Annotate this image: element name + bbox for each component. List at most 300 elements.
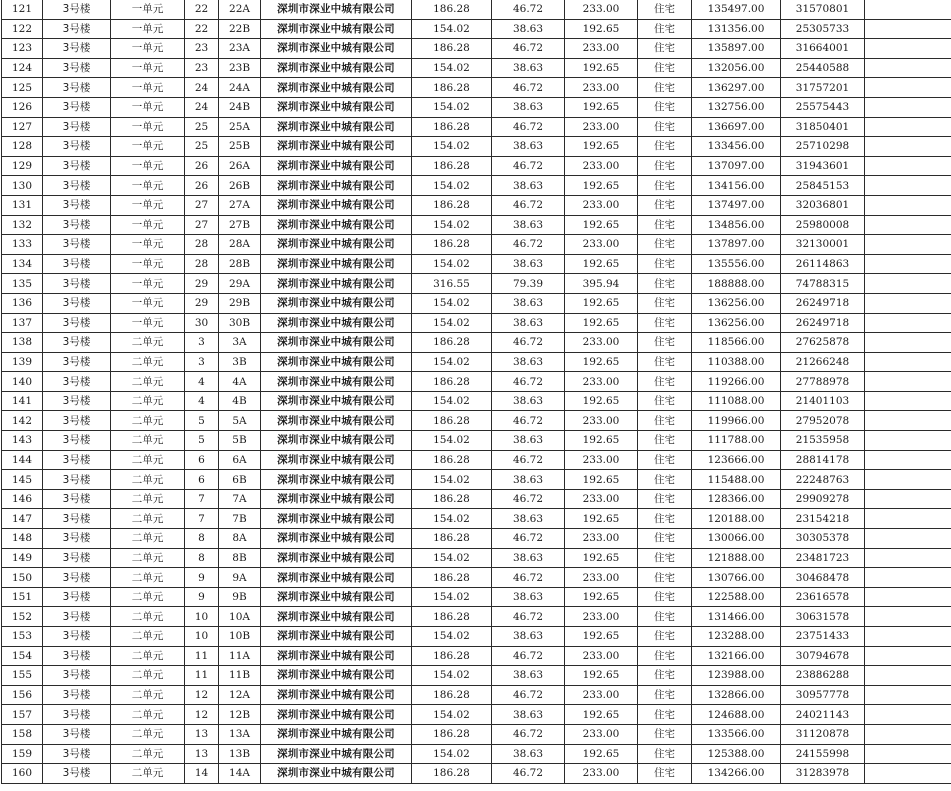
unit-price-cell: 137097.00	[692, 156, 781, 176]
blank-cell	[865, 489, 951, 509]
room-cell: 12A	[219, 685, 261, 705]
blank-cell	[865, 372, 951, 392]
table-row	[2, 450, 951, 470]
row-index-cell: 156	[2, 685, 43, 705]
unit-price-cell: 130066.00	[692, 529, 781, 549]
row-index-cell: 126	[2, 97, 43, 117]
unit-price-cell: 131356.00	[692, 19, 781, 39]
area-internal-cell: 154.02	[412, 627, 492, 647]
room-cell: 25A	[219, 117, 261, 137]
area-shared-cell: 46.72	[492, 646, 565, 666]
unit-price-cell: 121888.00	[692, 548, 781, 568]
area-shared-cell: 38.63	[492, 666, 565, 686]
blank-cell	[865, 293, 951, 313]
owner-company-cell: 深圳市深业中城有限公司	[261, 705, 412, 725]
unit-cell: 一单元	[111, 235, 185, 255]
usage-type-cell: 住宅	[638, 764, 692, 784]
total-price-cell: 21401103	[781, 391, 865, 411]
usage-type-cell: 住宅	[638, 411, 692, 431]
owner-company-cell: 深圳市深业中城有限公司	[261, 509, 412, 529]
area-shared-cell: 46.72	[492, 411, 565, 431]
owner-company-cell: 深圳市深业中城有限公司	[261, 333, 412, 353]
blank-cell	[865, 19, 951, 39]
area-total-cell: 192.65	[565, 705, 638, 725]
room-cell: 9B	[219, 587, 261, 607]
table-row	[2, 509, 951, 529]
building-cell: 3号楼	[43, 58, 111, 78]
area-shared-cell: 38.63	[492, 215, 565, 235]
area-total-cell: 233.00	[565, 646, 638, 666]
room-cell: 7B	[219, 509, 261, 529]
row-index-cell: 153	[2, 627, 43, 647]
blank-cell	[865, 646, 951, 666]
floor-cell: 26	[185, 156, 219, 176]
building-cell: 3号楼	[43, 548, 111, 568]
usage-type-cell: 住宅	[638, 685, 692, 705]
owner-company-cell: 深圳市深业中城有限公司	[261, 176, 412, 196]
unit-cell: 二单元	[111, 646, 185, 666]
total-price-cell: 23481723	[781, 548, 865, 568]
owner-company-cell: 深圳市深业中城有限公司	[261, 391, 412, 411]
floor-cell: 10	[185, 607, 219, 627]
total-price-cell: 27625878	[781, 333, 865, 353]
usage-type-cell: 住宅	[638, 450, 692, 470]
area-shared-cell: 38.63	[492, 293, 565, 313]
building-cell: 3号楼	[43, 685, 111, 705]
area-internal-cell: 186.28	[412, 235, 492, 255]
unit-cell: 一单元	[111, 58, 185, 78]
area-total-cell: 233.00	[565, 235, 638, 255]
total-price-cell: 28814178	[781, 450, 865, 470]
unit-cell: 二单元	[111, 333, 185, 353]
table-row	[2, 587, 951, 607]
area-internal-cell: 186.28	[412, 0, 492, 19]
building-cell: 3号楼	[43, 156, 111, 176]
area-total-cell: 233.00	[565, 156, 638, 176]
blank-cell	[865, 58, 951, 78]
room-cell: 24B	[219, 97, 261, 117]
room-cell: 27A	[219, 195, 261, 215]
room-cell: 22A	[219, 0, 261, 19]
room-cell: 7A	[219, 489, 261, 509]
usage-type-cell: 住宅	[638, 509, 692, 529]
floor-cell: 23	[185, 58, 219, 78]
floor-cell: 22	[185, 19, 219, 39]
blank-cell	[865, 274, 951, 294]
unit-cell: 一单元	[111, 117, 185, 137]
floor-cell: 29	[185, 293, 219, 313]
usage-type-cell: 住宅	[638, 431, 692, 451]
area-total-cell: 192.65	[565, 627, 638, 647]
unit-cell: 一单元	[111, 195, 185, 215]
area-shared-cell: 38.63	[492, 705, 565, 725]
room-cell: 28A	[219, 235, 261, 255]
table-body	[2, 0, 951, 783]
area-shared-cell: 46.72	[492, 489, 565, 509]
area-internal-cell: 154.02	[412, 254, 492, 274]
blank-cell	[865, 215, 951, 235]
unit-cell: 一单元	[111, 176, 185, 196]
owner-company-cell: 深圳市深业中城有限公司	[261, 254, 412, 274]
unit-price-cell: 111088.00	[692, 391, 781, 411]
blank-cell	[865, 137, 951, 157]
room-cell: 29B	[219, 293, 261, 313]
blank-cell	[865, 627, 951, 647]
area-internal-cell: 154.02	[412, 666, 492, 686]
owner-company-cell: 深圳市深业中城有限公司	[261, 117, 412, 137]
area-internal-cell: 154.02	[412, 744, 492, 764]
building-cell: 3号楼	[43, 176, 111, 196]
usage-type-cell: 住宅	[638, 568, 692, 588]
blank-cell	[865, 666, 951, 686]
table-row	[2, 195, 951, 215]
building-cell: 3号楼	[43, 254, 111, 274]
blank-cell	[865, 0, 951, 19]
unit-price-cell: 134156.00	[692, 176, 781, 196]
building-cell: 3号楼	[43, 215, 111, 235]
total-price-cell: 22248763	[781, 470, 865, 490]
owner-company-cell: 深圳市深业中城有限公司	[261, 97, 412, 117]
area-internal-cell: 154.02	[412, 215, 492, 235]
unit-cell: 二单元	[111, 685, 185, 705]
table-row	[2, 529, 951, 549]
unit-price-cell: 132756.00	[692, 97, 781, 117]
total-price-cell: 21535958	[781, 431, 865, 451]
building-cell: 3号楼	[43, 764, 111, 784]
area-total-cell: 233.00	[565, 333, 638, 353]
floor-cell: 12	[185, 685, 219, 705]
area-internal-cell: 186.28	[412, 333, 492, 353]
row-index-cell: 137	[2, 313, 43, 333]
floor-cell: 13	[185, 724, 219, 744]
total-price-cell: 24021143	[781, 705, 865, 725]
area-shared-cell: 46.72	[492, 0, 565, 19]
table-row	[2, 176, 951, 196]
owner-company-cell: 深圳市深业中城有限公司	[261, 724, 412, 744]
row-index-cell: 127	[2, 117, 43, 137]
area-total-cell: 192.65	[565, 313, 638, 333]
unit-cell: 二单元	[111, 627, 185, 647]
owner-company-cell: 深圳市深业中城有限公司	[261, 19, 412, 39]
area-shared-cell: 38.63	[492, 431, 565, 451]
total-price-cell: 31943601	[781, 156, 865, 176]
row-index-cell: 149	[2, 548, 43, 568]
blank-cell	[865, 470, 951, 490]
owner-company-cell: 深圳市深业中城有限公司	[261, 215, 412, 235]
usage-type-cell: 住宅	[638, 156, 692, 176]
area-total-cell: 192.65	[565, 254, 638, 274]
area-total-cell: 192.65	[565, 19, 638, 39]
area-internal-cell: 186.28	[412, 156, 492, 176]
area-total-cell: 233.00	[565, 195, 638, 215]
area-shared-cell: 38.63	[492, 313, 565, 333]
row-index-cell: 125	[2, 78, 43, 98]
table-row	[2, 489, 951, 509]
area-internal-cell: 186.28	[412, 450, 492, 470]
blank-cell	[865, 607, 951, 627]
room-cell: 11B	[219, 666, 261, 686]
area-shared-cell: 38.63	[492, 587, 565, 607]
usage-type-cell: 住宅	[638, 274, 692, 294]
area-shared-cell: 38.63	[492, 470, 565, 490]
usage-type-cell: 住宅	[638, 97, 692, 117]
owner-company-cell: 深圳市深业中城有限公司	[261, 470, 412, 490]
usage-type-cell: 住宅	[638, 137, 692, 157]
area-internal-cell: 154.02	[412, 19, 492, 39]
total-price-cell: 29909278	[781, 489, 865, 509]
building-cell: 3号楼	[43, 293, 111, 313]
unit-price-cell: 131466.00	[692, 607, 781, 627]
unit-cell: 二单元	[111, 509, 185, 529]
unit-cell: 一单元	[111, 156, 185, 176]
area-total-cell: 192.65	[565, 744, 638, 764]
row-index-cell: 146	[2, 489, 43, 509]
area-total-cell: 192.65	[565, 215, 638, 235]
table-row	[2, 685, 951, 705]
unit-cell: 二单元	[111, 470, 185, 490]
unit-cell: 二单元	[111, 666, 185, 686]
building-cell: 3号楼	[43, 39, 111, 59]
row-index-cell: 151	[2, 587, 43, 607]
area-internal-cell: 186.28	[412, 607, 492, 627]
owner-company-cell: 深圳市深业中城有限公司	[261, 293, 412, 313]
area-shared-cell: 46.72	[492, 764, 565, 784]
usage-type-cell: 住宅	[638, 744, 692, 764]
table-row	[2, 666, 951, 686]
floor-cell: 6	[185, 450, 219, 470]
owner-company-cell: 深圳市深业中城有限公司	[261, 607, 412, 627]
floor-cell: 8	[185, 548, 219, 568]
area-shared-cell: 46.72	[492, 607, 565, 627]
unit-cell: 二单元	[111, 744, 185, 764]
blank-cell	[865, 195, 951, 215]
room-cell: 10B	[219, 627, 261, 647]
floor-cell: 25	[185, 117, 219, 137]
table-row	[2, 431, 951, 451]
unit-price-cell: 132056.00	[692, 58, 781, 78]
building-cell: 3号楼	[43, 274, 111, 294]
unit-cell: 一单元	[111, 274, 185, 294]
area-shared-cell: 38.63	[492, 391, 565, 411]
building-cell: 3号楼	[43, 0, 111, 19]
area-shared-cell: 38.63	[492, 58, 565, 78]
unit-price-cell: 133456.00	[692, 137, 781, 157]
owner-company-cell: 深圳市深业中城有限公司	[261, 156, 412, 176]
unit-price-cell: 136256.00	[692, 293, 781, 313]
area-internal-cell: 154.02	[412, 137, 492, 157]
blank-cell	[865, 744, 951, 764]
area-internal-cell: 154.02	[412, 176, 492, 196]
total-price-cell: 26249718	[781, 293, 865, 313]
owner-company-cell: 深圳市深业中城有限公司	[261, 274, 412, 294]
floor-cell: 5	[185, 411, 219, 431]
building-cell: 3号楼	[43, 744, 111, 764]
usage-type-cell: 住宅	[638, 627, 692, 647]
blank-cell	[865, 724, 951, 744]
area-internal-cell: 154.02	[412, 293, 492, 313]
area-shared-cell: 38.63	[492, 744, 565, 764]
area-total-cell: 233.00	[565, 724, 638, 744]
owner-company-cell: 深圳市深业中城有限公司	[261, 411, 412, 431]
blank-cell	[865, 529, 951, 549]
row-index-cell: 132	[2, 215, 43, 235]
table-row	[2, 627, 951, 647]
floor-cell: 9	[185, 568, 219, 588]
area-total-cell: 233.00	[565, 450, 638, 470]
usage-type-cell: 住宅	[638, 313, 692, 333]
table-row	[2, 78, 951, 98]
table-row	[2, 646, 951, 666]
area-shared-cell: 38.63	[492, 19, 565, 39]
blank-cell	[865, 117, 951, 137]
table-row	[2, 293, 951, 313]
total-price-cell: 31664001	[781, 39, 865, 59]
building-cell: 3号楼	[43, 705, 111, 725]
owner-company-cell: 深圳市深业中城有限公司	[261, 548, 412, 568]
room-cell: 23A	[219, 39, 261, 59]
property-table	[1, 0, 951, 784]
blank-cell	[865, 97, 951, 117]
floor-cell: 30	[185, 313, 219, 333]
unit-price-cell: 137897.00	[692, 235, 781, 255]
row-index-cell: 138	[2, 333, 43, 353]
table-row	[2, 254, 951, 274]
owner-company-cell: 深圳市深业中城有限公司	[261, 137, 412, 157]
row-index-cell: 140	[2, 372, 43, 392]
row-index-cell: 135	[2, 274, 43, 294]
room-cell: 29A	[219, 274, 261, 294]
blank-cell	[865, 548, 951, 568]
total-price-cell: 24155998	[781, 744, 865, 764]
room-cell: 4B	[219, 391, 261, 411]
area-shared-cell: 46.72	[492, 235, 565, 255]
area-internal-cell: 186.28	[412, 724, 492, 744]
room-cell: 27B	[219, 215, 261, 235]
unit-cell: 二单元	[111, 568, 185, 588]
total-price-cell: 31283978	[781, 764, 865, 784]
total-price-cell: 25575443	[781, 97, 865, 117]
area-shared-cell: 46.72	[492, 117, 565, 137]
area-shared-cell: 46.72	[492, 333, 565, 353]
unit-price-cell: 136697.00	[692, 117, 781, 137]
blank-cell	[865, 333, 951, 353]
table-row	[2, 19, 951, 39]
building-cell: 3号楼	[43, 627, 111, 647]
area-shared-cell: 46.72	[492, 372, 565, 392]
unit-cell: 一单元	[111, 254, 185, 274]
building-cell: 3号楼	[43, 666, 111, 686]
building-cell: 3号楼	[43, 117, 111, 137]
total-price-cell: 25710298	[781, 137, 865, 157]
room-cell: 5A	[219, 411, 261, 431]
total-price-cell: 23886288	[781, 666, 865, 686]
blank-cell	[865, 568, 951, 588]
row-index-cell: 134	[2, 254, 43, 274]
blank-cell	[865, 705, 951, 725]
building-cell: 3号楼	[43, 450, 111, 470]
area-total-cell: 192.65	[565, 431, 638, 451]
usage-type-cell: 住宅	[638, 254, 692, 274]
row-index-cell: 160	[2, 764, 43, 784]
unit-cell: 二单元	[111, 705, 185, 725]
area-internal-cell: 154.02	[412, 470, 492, 490]
owner-company-cell: 深圳市深业中城有限公司	[261, 529, 412, 549]
room-cell: 13A	[219, 724, 261, 744]
room-cell: 9A	[219, 568, 261, 588]
area-shared-cell: 38.63	[492, 137, 565, 157]
area-total-cell: 233.00	[565, 411, 638, 431]
area-internal-cell: 186.28	[412, 411, 492, 431]
unit-cell: 二单元	[111, 548, 185, 568]
floor-cell: 28	[185, 235, 219, 255]
owner-company-cell: 深圳市深业中城有限公司	[261, 666, 412, 686]
room-cell: 28B	[219, 254, 261, 274]
usage-type-cell: 住宅	[638, 58, 692, 78]
usage-type-cell: 住宅	[638, 548, 692, 568]
row-index-cell: 124	[2, 58, 43, 78]
unit-price-cell: 115488.00	[692, 470, 781, 490]
total-price-cell: 74788315	[781, 274, 865, 294]
room-cell: 13B	[219, 744, 261, 764]
building-cell: 3号楼	[43, 607, 111, 627]
room-cell: 24A	[219, 78, 261, 98]
unit-price-cell: 110388.00	[692, 352, 781, 372]
unit-price-cell: 120188.00	[692, 509, 781, 529]
owner-company-cell: 深圳市深业中城有限公司	[261, 627, 412, 647]
building-cell: 3号楼	[43, 137, 111, 157]
building-cell: 3号楼	[43, 78, 111, 98]
row-index-cell: 158	[2, 724, 43, 744]
area-shared-cell: 46.72	[492, 685, 565, 705]
blank-cell	[865, 352, 951, 372]
building-cell: 3号楼	[43, 724, 111, 744]
total-price-cell: 23751433	[781, 627, 865, 647]
row-index-cell: 139	[2, 352, 43, 372]
total-price-cell: 25845153	[781, 176, 865, 196]
total-price-cell: 30468478	[781, 568, 865, 588]
area-internal-cell: 186.28	[412, 489, 492, 509]
area-total-cell: 192.65	[565, 509, 638, 529]
blank-cell	[865, 450, 951, 470]
unit-price-cell: 134856.00	[692, 215, 781, 235]
floor-cell: 11	[185, 646, 219, 666]
area-total-cell: 192.65	[565, 176, 638, 196]
row-index-cell: 133	[2, 235, 43, 255]
room-cell: 5B	[219, 431, 261, 451]
area-total-cell: 233.00	[565, 529, 638, 549]
floor-cell: 24	[185, 97, 219, 117]
usage-type-cell: 住宅	[638, 646, 692, 666]
area-internal-cell: 154.02	[412, 431, 492, 451]
total-price-cell: 30957778	[781, 685, 865, 705]
total-price-cell: 25440588	[781, 58, 865, 78]
total-price-cell: 25980008	[781, 215, 865, 235]
owner-company-cell: 深圳市深业中城有限公司	[261, 764, 412, 784]
total-price-cell: 26249718	[781, 313, 865, 333]
usage-type-cell: 住宅	[638, 372, 692, 392]
room-cell: 30B	[219, 313, 261, 333]
building-cell: 3号楼	[43, 19, 111, 39]
owner-company-cell: 深圳市深业中城有限公司	[261, 646, 412, 666]
owner-company-cell: 深圳市深业中城有限公司	[261, 450, 412, 470]
area-internal-cell: 154.02	[412, 58, 492, 78]
table-row	[2, 548, 951, 568]
unit-cell: 一单元	[111, 137, 185, 157]
row-index-cell: 159	[2, 744, 43, 764]
owner-company-cell: 深圳市深业中城有限公司	[261, 78, 412, 98]
usage-type-cell: 住宅	[638, 176, 692, 196]
building-cell: 3号楼	[43, 646, 111, 666]
